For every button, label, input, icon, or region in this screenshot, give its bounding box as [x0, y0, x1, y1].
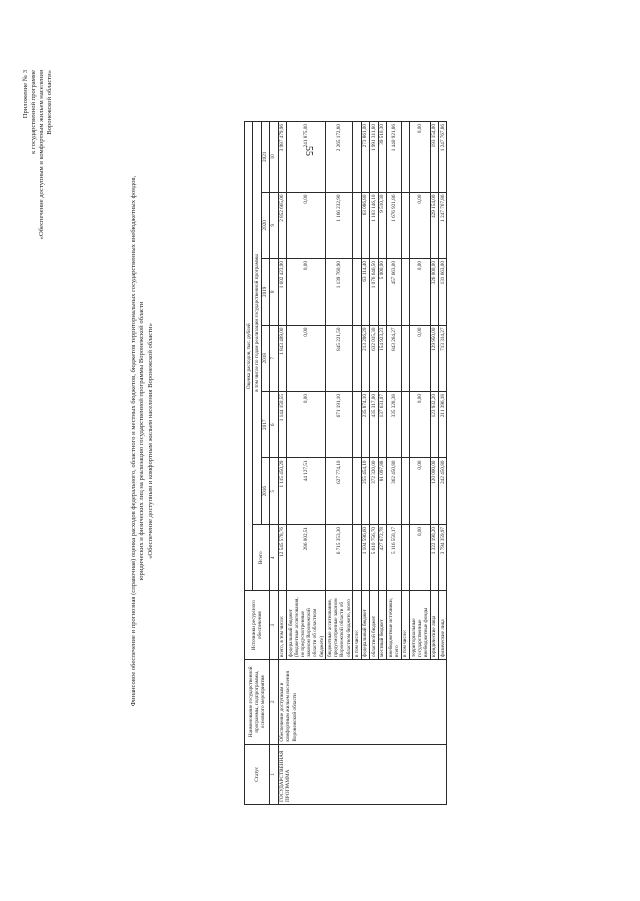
- financing-table: [244, 121, 447, 805]
- year-value-cell: 2 852 665,06: [278, 192, 286, 258]
- year-value-cell: 193 154,00: [430, 122, 438, 193]
- annex-line: Приложение № 3: [22, 70, 29, 119]
- year-value-cell: 1 076 646,50: [370, 259, 378, 325]
- year-value-cell: 1 247 767,86: [439, 122, 447, 193]
- page-number: 55: [303, 146, 314, 156]
- year-value-cell: 9 510,30: [378, 192, 386, 258]
- year-value-cell: 845 221,50: [326, 325, 353, 391]
- column-number-row: [270, 122, 278, 805]
- header-name: Наименование государственной программы, подпрограммы, основного мероприятия: [245, 659, 270, 744]
- year-value-cell: [353, 259, 361, 325]
- column-number: 9: [270, 192, 278, 258]
- table-row: [278, 122, 286, 805]
- year-value-cell: 242 450,80: [439, 458, 447, 524]
- column-number: 4: [270, 524, 278, 590]
- year-value-cell: 0,00: [286, 192, 325, 258]
- year-value-cell: 44 127,51: [286, 458, 325, 524]
- header-year: 2020: [261, 192, 269, 258]
- year-value-cell: 0,00: [409, 192, 430, 258]
- annex-note: [22, 70, 54, 239]
- source-cell: бюджетные ассигнования, предусмотренные законом Воронежской области об областном бюджете, всего: [326, 591, 353, 660]
- year-value-cell: 843 264,27: [386, 325, 401, 391]
- source-cell: областной бюджет: [370, 591, 378, 660]
- source-cell: физические лица: [439, 591, 447, 660]
- column-number: 6: [270, 392, 278, 458]
- year-value-cell: 39 510,30: [378, 122, 386, 193]
- title-line: юридических и физических лиц на реализацию государственной программы Воронежской области: [138, 301, 146, 581]
- total-cell: 1 104 596,60: [361, 524, 369, 590]
- column-number: 3: [270, 591, 278, 660]
- total-cell: 12 545 578,76: [278, 524, 286, 590]
- header-year: 2021: [261, 122, 269, 193]
- year-value-cell: 241 875,00: [286, 122, 325, 193]
- annex-line: Воронежской области»: [46, 70, 53, 135]
- total-cell: 5 610 756,70: [370, 524, 378, 590]
- year-value-cell: 0,00: [409, 259, 430, 325]
- year-value-cell: 2 265 172,80: [326, 122, 353, 193]
- header-estimate: Оценка расходов, тыс. рублей: [245, 122, 253, 591]
- year-value-cell: [353, 192, 361, 258]
- header-year: 2017: [261, 392, 269, 458]
- title-line: Финансовое обеспечение и прогнозная (справочная) оценка расходов федерального, областного и местных бюджетов, бюджетов территориальных государственных внебюджетных фондов,: [130, 175, 137, 707]
- year-value-cell: 1 144 150,55: [278, 392, 286, 458]
- annex-line: к государственной программе: [30, 70, 37, 154]
- year-value-cell: 326 000,00: [430, 259, 438, 325]
- year-value-cell: 1 247 767,86: [439, 192, 447, 258]
- total-cell: 1 322 190,20: [430, 524, 438, 590]
- year-value-cell: 123 932,20: [430, 392, 438, 458]
- header-by-years: в том числе по годам реализации государственной программы: [253, 122, 261, 525]
- column-number: 10: [270, 122, 278, 193]
- header-total: Всего: [253, 524, 270, 590]
- total-cell: 3 794 359,97: [439, 524, 447, 590]
- column-number: 2: [270, 659, 278, 744]
- source-cell: федеральный бюджет: [361, 591, 369, 660]
- header-year: 2018: [261, 325, 269, 391]
- year-value-cell: 63 114,40: [361, 259, 369, 325]
- year-value-cell: 372 320,00: [370, 458, 378, 524]
- year-value-cell: [401, 122, 409, 193]
- source-cell: территориальные государственные внебюджетные фонды: [409, 591, 430, 660]
- year-value-cell: [401, 192, 409, 258]
- year-value-cell: 63 086,80: [361, 192, 369, 258]
- year-value-cell: 1 166 232,90: [326, 192, 353, 258]
- year-value-cell: 632 015,30: [370, 325, 378, 391]
- status-cell: ГОСУДАРСТВЕННАЯ ПРОГРАММА: [278, 744, 447, 804]
- year-value-cell: [353, 122, 361, 193]
- source-cell: всего, в том числе:: [278, 591, 286, 660]
- year-value-cell: 273 861,00: [361, 122, 369, 193]
- year-value-cell: [401, 325, 409, 391]
- year-value-cell: [353, 458, 361, 524]
- year-value-cell: 1 843 409,00: [278, 325, 286, 391]
- column-number: 5: [270, 458, 278, 524]
- year-value-cell: [353, 325, 361, 391]
- annex-line: «Обеспечение доступным и комфортным жильем населения: [38, 70, 45, 240]
- year-value-cell: 362 450,80: [386, 458, 401, 524]
- year-value-cell: 671 191,10: [326, 392, 353, 458]
- total-cell: 286 002,51: [286, 524, 325, 590]
- year-value-cell: 0,00: [409, 458, 430, 524]
- year-value-cell: 1 602 423,90: [278, 259, 286, 325]
- total-cell: 0,00: [409, 524, 430, 590]
- year-value-cell: 1 440 921,86: [386, 122, 401, 193]
- year-value-cell: 1 676 921,86: [386, 192, 401, 258]
- year-value-cell: [401, 458, 409, 524]
- year-value-cell: [401, 392, 409, 458]
- year-value-cell: 627 774,10: [326, 458, 353, 524]
- source-cell: юридические лица: [430, 591, 438, 660]
- year-value-cell: 457 663,00: [386, 259, 401, 325]
- total-cell: [401, 524, 409, 590]
- header-year: 2016: [261, 458, 269, 524]
- total-cell: 427 672,78: [378, 524, 386, 590]
- document-title: [130, 161, 155, 721]
- year-value-cell: 154 923,23: [378, 325, 386, 391]
- source-cell: в том числе:: [401, 591, 409, 660]
- year-value-cell: 213 206,20: [361, 325, 369, 391]
- year-value-cell: 129 950,00: [430, 325, 438, 391]
- header-source: Источники ресурсного обеспечения: [245, 591, 270, 660]
- total-cell: [353, 524, 361, 590]
- year-value-cell: 0,00: [409, 392, 430, 458]
- year-value-cell: 435 317,00: [370, 392, 378, 458]
- year-value-cell: 429 154,00: [430, 192, 438, 258]
- header-status: Статус: [245, 744, 270, 804]
- column-number: 7: [270, 325, 278, 391]
- year-value-cell: 1 103 146,10: [370, 192, 378, 258]
- source-cell: в том числе:: [353, 591, 361, 660]
- year-value-cell: 211 396,18: [439, 392, 447, 458]
- year-value-cell: 0,00: [286, 259, 325, 325]
- year-value-cell: 335 328,38: [386, 392, 401, 458]
- year-value-cell: 713 314,27: [439, 325, 447, 391]
- year-value-cell: 137 631,07: [378, 392, 386, 458]
- year-value-cell: 1 991 311,80: [370, 122, 378, 193]
- year-value-cell: 131 663,00: [439, 259, 447, 325]
- total-cell: 6 715 353,30: [326, 524, 353, 590]
- year-value-cell: 0,00: [409, 122, 430, 193]
- year-value-cell: 0,00: [286, 392, 325, 458]
- source-cell: внебюджетные источники, всего: [386, 591, 401, 660]
- year-value-cell: 81 097,88: [378, 458, 386, 524]
- year-value-cell: 255 454,10: [361, 458, 369, 524]
- year-value-cell: 3 987 479,96: [278, 122, 286, 193]
- title-line: «Обеспечение доступным и комфортным жильем населения Воронежской области»: [146, 323, 154, 559]
- financing-table-body: [278, 122, 447, 805]
- year-value-cell: 1 115 450,29: [278, 458, 286, 524]
- column-number: 1: [270, 744, 278, 804]
- column-number: 8: [270, 259, 278, 325]
- year-value-cell: 120 000,00: [430, 458, 438, 524]
- year-value-cell: 5 000,00: [378, 259, 386, 325]
- program-name-cell: Обеспечение доступным и комфортным жильем населения Воронежской области: [278, 659, 447, 744]
- header-year: 2019: [261, 259, 269, 325]
- year-value-cell: [401, 259, 409, 325]
- year-value-cell: 1 139 760,90: [326, 259, 353, 325]
- source-cell: местный бюджет: [378, 591, 386, 660]
- year-value-cell: 0,00: [409, 325, 430, 391]
- source-cell: федеральный бюджет (бюджетные ассигнования, не предусмотренные законом Воронежской области об областном бюджете): [286, 591, 325, 660]
- year-value-cell: [353, 392, 361, 458]
- year-value-cell: 0,00: [286, 325, 325, 391]
- year-value-cell: 235 874,10: [361, 392, 369, 458]
- total-cell: 5 116 550,17: [386, 524, 401, 590]
